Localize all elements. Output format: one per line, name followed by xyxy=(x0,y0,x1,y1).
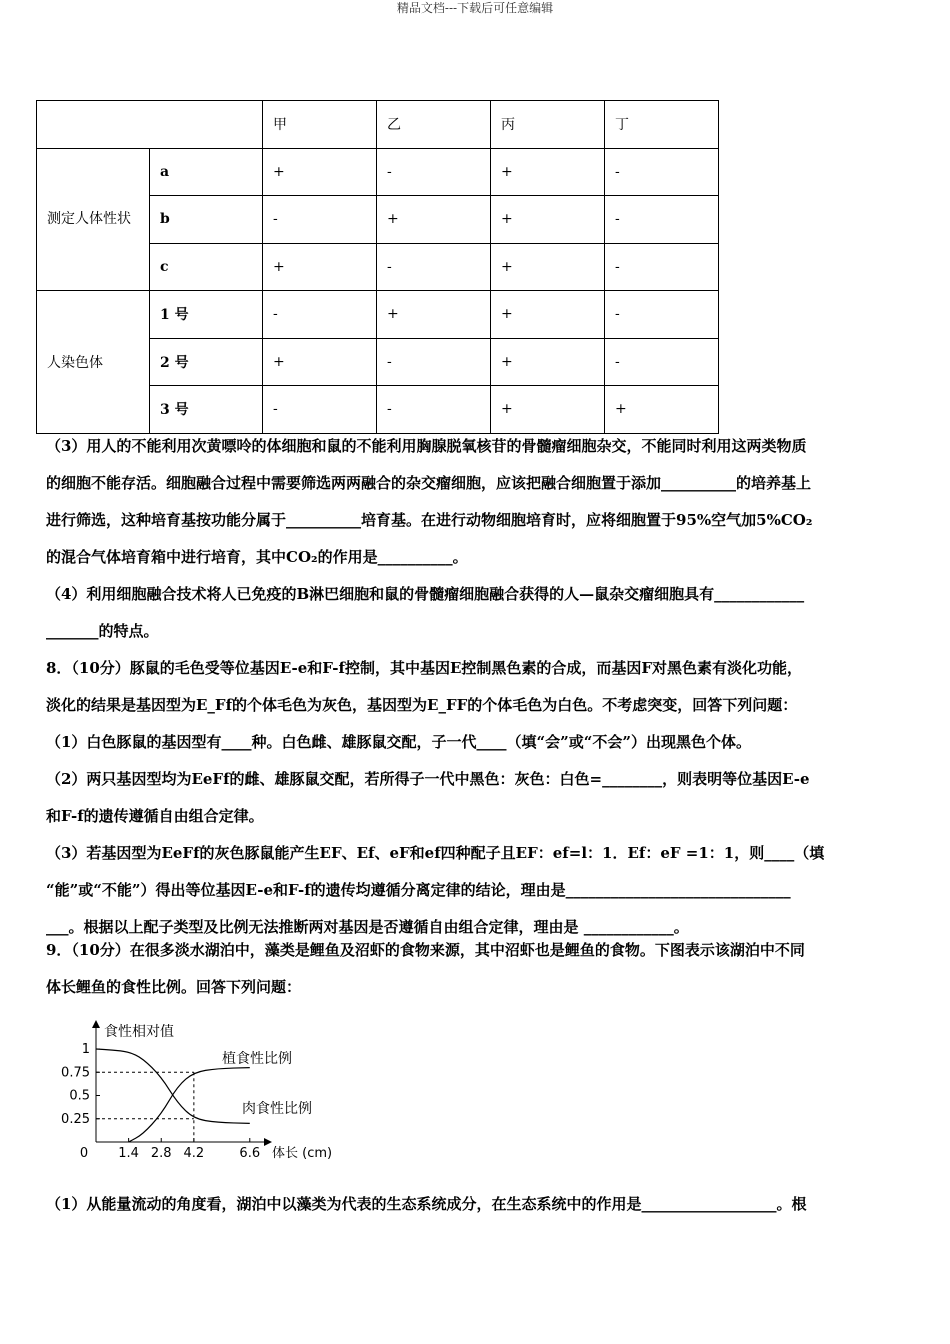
table-header-row xyxy=(37,101,719,149)
question-9-block xyxy=(46,932,902,1006)
q7-part4-line: （4）利用细胞融合技术将人已免疫的B淋巴细胞和鼠的骨髓瘤细胞融合获得的人—鼠杂交瘤细胞具有____________ xyxy=(46,585,805,603)
q8-line: 8．（10分）豚鼠的毛色受等位基因E-e和F-f控制，其中基因E控制黑色素的合成，而基因F对黑色素有淡化功能， xyxy=(46,659,803,677)
q8-line: 和F-f的遗传遵循自由组合定律。 xyxy=(46,807,264,825)
question-8-block xyxy=(46,650,902,946)
table-cell: - xyxy=(605,196,719,244)
q9-part1-line: （1）从能量流动的角度看，湖泊中以藻类为代表的生态系统成分，在生态系统中的作用是__________________。根 xyxy=(46,1195,807,1213)
x-axis-label: 体长 (cm) xyxy=(272,1146,333,1161)
table-cell: + xyxy=(491,196,605,244)
empty-corner-cell xyxy=(37,101,263,149)
data-table xyxy=(36,100,719,434)
q9-line: 体长鲤鱼的食性比例。回答下列问题： xyxy=(46,978,302,996)
x-tick-label: 6.6 xyxy=(239,1146,261,1161)
q7-part3-line: 的混合气体培育箱中进行培育，其中CO₂的作用是__________。 xyxy=(46,548,468,566)
column-header: 乙 xyxy=(377,101,491,149)
table-cell: - xyxy=(377,338,491,386)
q8-line: （2）两只基因型均为EeFf的雌、雄豚鼠交配，若所得子一代中黑色：灰色：白色=________，则表明等位基因E-e xyxy=(46,770,810,788)
table-cell: + xyxy=(491,291,605,339)
series-label-herbivory: 植食性比例 xyxy=(222,1051,292,1067)
herbivory-series-line xyxy=(129,1068,250,1142)
column-header: 丁 xyxy=(605,101,719,149)
question-9-part1 xyxy=(46,1186,902,1223)
y-tick-label: 0.5 xyxy=(69,1088,90,1104)
q7-part4-line: _______的特点。 xyxy=(46,622,159,640)
group-label-chromosome: 人染色体 xyxy=(37,291,150,434)
table-cell: - xyxy=(605,148,719,196)
q7-part3-line: 进行筛选，这种培育基按功能分属于__________培育基。在进行动物细胞培育时，应将细胞置于95%空气加5%CO₂ xyxy=(46,511,813,529)
table-cell: - xyxy=(605,243,719,291)
x-tick-label: 1.4 xyxy=(118,1146,139,1161)
origin-label: 0 xyxy=(79,1146,89,1161)
table-cell: + xyxy=(605,386,719,434)
table-cell: - xyxy=(605,338,719,386)
q7-part3-line: 的细胞不能存活。细胞融合过程中需要筛选两两融合的杂交瘤细胞，应该把融合细胞置于添加__________的培养基上 xyxy=(46,474,812,492)
row-label: 3 号 xyxy=(150,386,263,434)
table-cell: + xyxy=(377,291,491,339)
table-cell: + xyxy=(491,243,605,291)
x-tick-group xyxy=(118,1138,260,1161)
diet-ratio-chart xyxy=(56,1016,356,1166)
table-cell: + xyxy=(491,386,605,434)
group-label-traits: 测定人体性状 xyxy=(37,148,150,291)
series-label-carnivory: 肉食性比例 xyxy=(242,1101,312,1117)
q7-part3-line: （3）用人的不能利用次黄嘌呤的体细胞和鼠的不能利用胸腺脱氧核苷的骨髓瘤细胞杂交，不能同时利用这两类物质 xyxy=(46,437,807,455)
table-cell: + xyxy=(263,338,377,386)
y-tick-label: 0.25 xyxy=(61,1111,90,1127)
q8-line: “能”或“不能”）得出等位基因E-e和F-f的遗传均遵循分离定律的结论，理由是______________________________ xyxy=(46,881,791,899)
row-label: c xyxy=(150,243,263,291)
table-cell: + xyxy=(263,243,377,291)
table-cell: + xyxy=(263,148,377,196)
table-cell: + xyxy=(377,196,491,244)
table-cell: + xyxy=(491,148,605,196)
q8-line: （3）若基因型为EeFf的灰色豚鼠能产生EF、Ef、eF和ef四种配子且EF：ef=l：1．Ef：eF =1：1，则____（填 xyxy=(46,844,825,862)
table-cell: - xyxy=(263,386,377,434)
y-axis-label: 食性相对值 xyxy=(104,1024,174,1040)
table-cell: - xyxy=(377,386,491,434)
y-tick-group xyxy=(61,1042,100,1127)
table-row xyxy=(37,148,719,196)
table-cell: - xyxy=(377,148,491,196)
question-7-block xyxy=(46,428,902,650)
column-header: 丙 xyxy=(491,101,605,149)
q8-line: ___。根据以上配子类型及比例无法推断两对基因是否遵循自由组合定律，理由是 ____________。 xyxy=(46,918,689,936)
column-header: 甲 xyxy=(263,101,377,149)
row-label: a xyxy=(150,148,263,196)
q9-line: 9．（10分）在很多淡水湖泊中，藻类是鲤鱼及沼虾的食物来源，其中沼虾也是鲤鱼的食物。下图表示该湖泊中不同 xyxy=(46,941,805,959)
table-cell: - xyxy=(263,291,377,339)
table-row xyxy=(37,291,719,339)
table-cell: + xyxy=(491,338,605,386)
page-header: 精品文档---下载后可任意编辑 xyxy=(396,1,554,15)
q8-line: （1）白色豚鼠的基因型有____种。白色雌、雄豚鼠交配，子一代____（填“会”或“不会”）出现黑色个体。 xyxy=(46,733,751,751)
y-tick-label: 1 xyxy=(81,1042,90,1057)
table-cell: - xyxy=(263,196,377,244)
x-tick-label: 4.2 xyxy=(183,1146,205,1161)
x-tick-label: 2.8 xyxy=(150,1146,172,1161)
table-cell: - xyxy=(377,243,491,291)
table-cell: - xyxy=(605,291,719,339)
y-tick-label: 0.75 xyxy=(61,1065,90,1081)
row-label: 1 号 xyxy=(150,291,263,339)
row-label: 2 号 xyxy=(150,338,263,386)
row-label: b xyxy=(150,196,263,244)
q8-line: 淡化的结果是基因型为E_Ff的个体毛色为灰色，基因型为E_FF的个体毛色为白色。不考虑突变，回答下列问题： xyxy=(46,696,798,714)
